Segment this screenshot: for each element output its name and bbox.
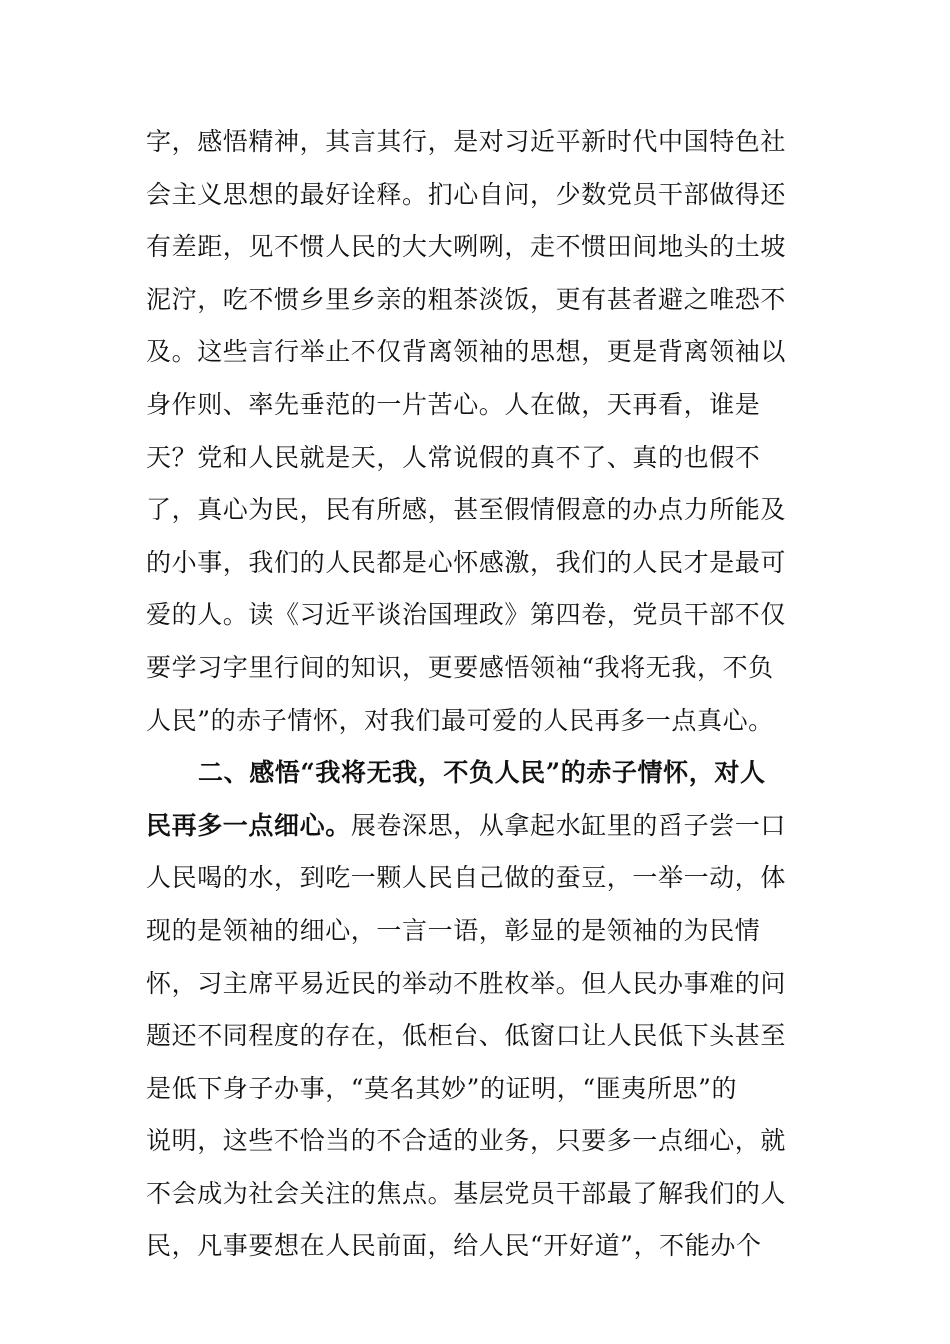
text-line: 人民喝的水，到吃一颗人民自己做的蚕豆，一举一动，体 — [146, 863, 787, 893]
text-line: 是低下身子办事，“莫名其妙”的证明，“匪夷所思”的 — [146, 1073, 738, 1103]
text-line: 现的是领袖的细心，一言一语，彰显的是领袖的为民情 — [146, 915, 761, 945]
text-line: 要学习字里行间的知识，更要感悟领袖“我将无我，不负 — [146, 652, 774, 682]
text-line: 身作则、率先垂范的一片苦心。人在做，天再看，谁是 — [146, 389, 761, 419]
text-line: 题还不同程度的存在，低柜台、低窗口让人民低下头甚至 — [146, 1021, 787, 1051]
text-line: 字，感悟精神，其言其行，是对习近平新时代中国特色社 — [146, 127, 787, 156]
text-line: 说明，这些不恰当的不合适的业务，只要多一点细心，就 — [146, 1126, 787, 1156]
section-heading: 二、感悟“我将无我，不负人民”的赤子情怀，对人 — [198, 758, 766, 788]
text-line: 人民”的赤子情怀，对我们最可爱的人民再多一点真心。 — [146, 705, 774, 735]
text-line: 了，真心为民，民有所感，甚至假情假意的办点力所能及 — [146, 495, 787, 525]
section-heading-continuation — [146, 800, 786, 853]
section-heading-end: 民再多一点细心。 — [146, 810, 351, 840]
text-line: 怀，习主席平易近民的举动不胜枚举。但人民办事难的问 — [146, 968, 787, 998]
text-line: 的小事，我们的人民都是心怀感激，我们的人民才是最可 — [146, 547, 787, 577]
text-line: 天？党和人民就是天，人常说假的真不了、真的也假不 — [146, 442, 761, 472]
text-line: 泥泞，吃不惯乡里乡亲的粗茶淡饭，更有甚者避之唯恐不 — [146, 284, 787, 314]
text-line: 爱的人。读《习近平谈治国理政》第四卷，党员干部不仅 — [146, 600, 787, 630]
text-line: 及。这些言行举止不仅背离领袖的思想，更是背离领袖以 — [146, 337, 787, 367]
paragraph-start: 展卷深思，从拿起水缸里的舀子尝一口 — [350, 810, 787, 840]
body-text — [146, 116, 786, 1273]
text-line: 有差距，见不惯人民的大大咧咧，走不惯田间地头的土坡 — [146, 232, 787, 262]
text-line: 会主义思想的最好诠释。扪心自问，少数党员干部做得还 — [146, 179, 787, 209]
text-line: 不会成为社会关注的焦点。基层党员干部最了解我们的人 — [146, 1178, 787, 1208]
text-line: 民，凡事要想在人民前面，给人民“开好道”，不能办个 — [146, 1231, 762, 1261]
